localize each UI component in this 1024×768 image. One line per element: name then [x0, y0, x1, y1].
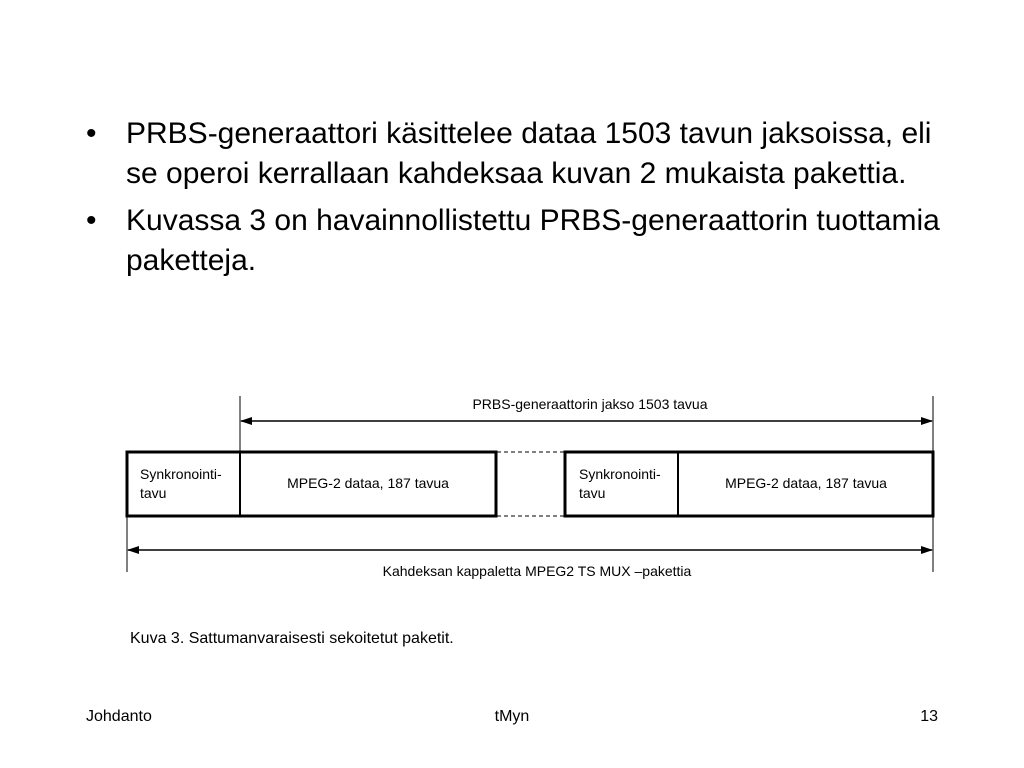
packet-1-sync-label-line1: Synkronointi- [140, 466, 222, 482]
bullet-text: PRBS-generaattori käsittelee dataa 1503 tavun jaksoissa, eli se operoi kerrallaan kahdeksaa kuvan 2 mukaista pakettia. [126, 117, 932, 190]
footer-left: Johdanto [86, 708, 152, 725]
bottom-dimension-label: Kahdeksan kappaletta MPEG2 TS MUX –pakettia [382, 563, 692, 579]
bullet-symbol: • [86, 204, 97, 237]
packet-1-data-label: MPEG-2 dataa, 187 tavua [287, 475, 449, 491]
slide-number: 13 [920, 708, 938, 725]
packet-2-data-label: MPEG-2 dataa, 187 tavua [725, 475, 887, 491]
figure-caption: Kuva 3. Sattumanvaraisesti sekoitetut paketit. [130, 630, 454, 647]
footer-center: tMyn [494, 708, 530, 725]
packet-1-sync-label-line2: tavu [140, 485, 167, 501]
top-dimension-label: PRBS-generaattorin jakso 1503 tavua [472, 396, 708, 412]
packet-2-sync-label-line2: tavu [579, 485, 606, 501]
bullet-text: Kuvassa 3 on havainnollistettu PRBS-generaattorin tuottamia paketteja. [126, 204, 940, 277]
bullet-symbol: • [86, 117, 97, 150]
packet-2-sync-label-line1: Synkronointi- [579, 466, 661, 482]
